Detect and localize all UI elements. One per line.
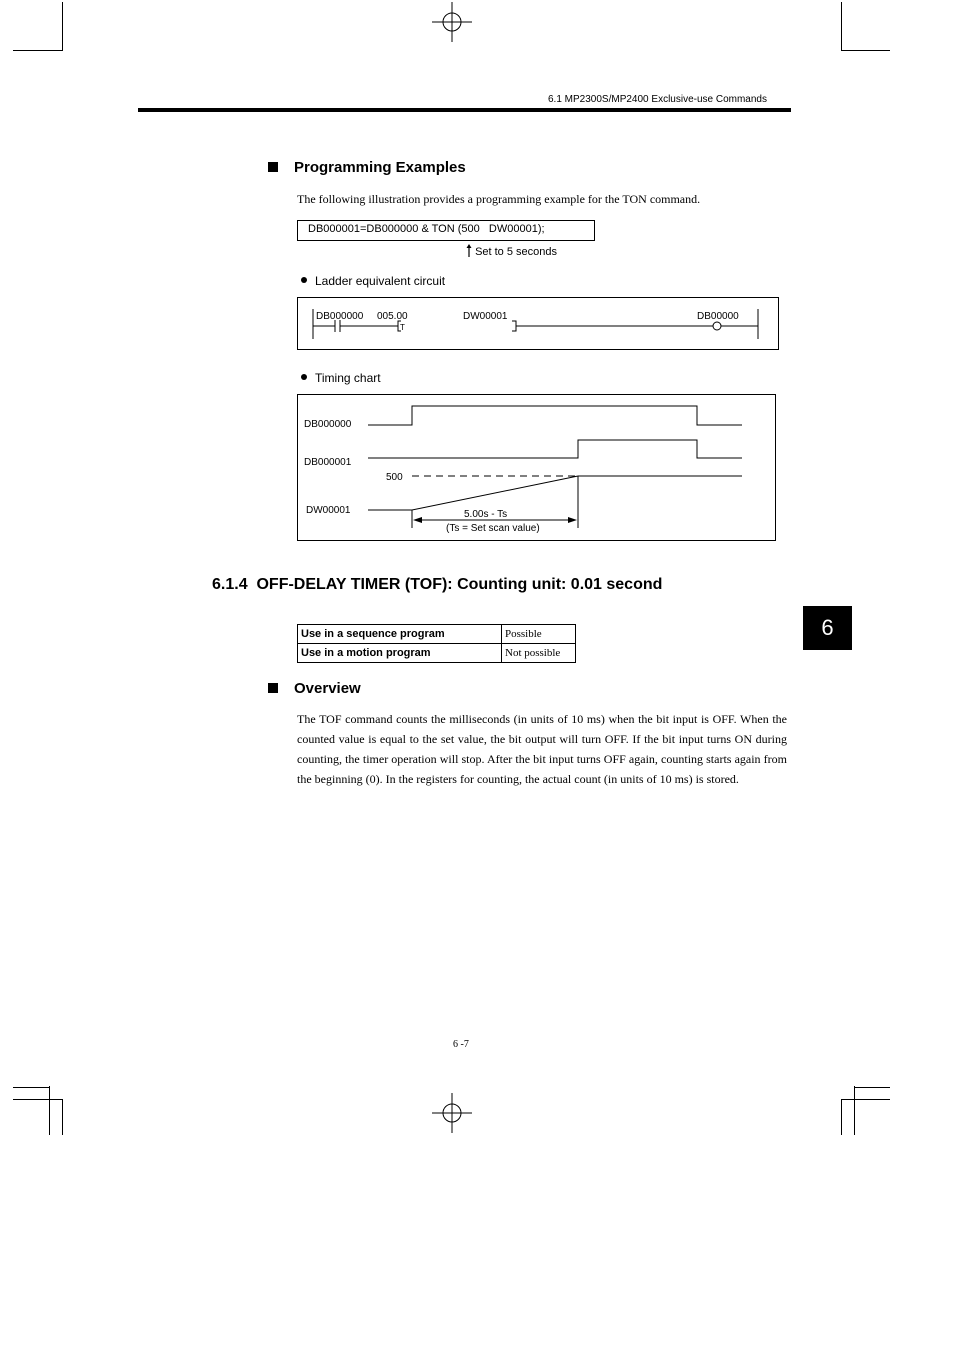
ladder-svg [298, 298, 778, 349]
ladder-diagram [297, 297, 779, 350]
timing-duration-label: 5.00s - Ts [464, 509, 508, 520]
timing-bullet [301, 371, 381, 385]
header-rule [138, 108, 791, 112]
up-arrow-icon [466, 244, 472, 257]
timing-chart [297, 394, 776, 541]
page-number: 6 -7 [453, 1039, 469, 1050]
ladder-contact-label: DB000000 [316, 311, 364, 322]
bullet-dot-icon [301, 374, 307, 380]
ladder-coil-label: DB00000 [697, 311, 739, 322]
table-cell-label: Use in a motion program [298, 644, 502, 663]
table-row [298, 625, 576, 644]
usage-table [297, 624, 576, 663]
timing-signal-2: DB000001 [304, 457, 352, 468]
table-cell-value: Not possible [502, 644, 576, 663]
timing-set-value: 500 [386, 472, 403, 483]
chapter-tab: 6 [803, 606, 852, 650]
code-box [297, 220, 595, 241]
overview-text: The TOF command counts the milliseconds (in units of 10 ms) when the bit input is OFF. When the counted value is equal to the set value, the bit output will turn OFF. If the bit input turns ON during counting, the timer operation will stop. After the bit input turns OFF again, counting starts again from the beginning (0). In the registers for counting, the actual count (in units of 10 ms) is stored. [297, 712, 787, 786]
running-header: 6.1 MP2300S/MP2400 Exclusive-use Commands [548, 94, 767, 105]
timing-bullet-text: Timing chart [315, 371, 381, 385]
programming-intro: The following illustration provides a programming example for the TON command. [297, 192, 701, 206]
overview-heading [268, 680, 361, 697]
section-title: 6.1.4 OFF-DELAY TIMER (TOF): Counting unit: 0.01 second [212, 576, 663, 593]
ladder-bullet [301, 274, 445, 288]
code-note [466, 244, 557, 258]
programming-examples-heading [268, 159, 466, 176]
timing-signal-3: DW00001 [306, 505, 351, 516]
overview-title: Overview [294, 680, 361, 697]
table-row [298, 644, 576, 663]
code-text: DB000001=DB000000 & TON (500 DW00001); [308, 223, 545, 235]
timing-signal-1: DB000000 [304, 419, 352, 430]
registration-mark-top [432, 2, 472, 42]
timing-svg [298, 395, 775, 540]
table-cell-label: Use in a sequence program [298, 625, 502, 644]
square-bullet-icon [268, 162, 278, 172]
ladder-bullet-text: Ladder equivalent circuit [315, 274, 446, 288]
square-bullet-icon [268, 683, 278, 693]
ladder-timer-value: 005.00 [377, 311, 408, 322]
timing-duration-note: (Ts = Set scan value) [446, 523, 540, 534]
table-cell-value: Possible [502, 625, 576, 644]
programming-examples-title: Programming Examples [294, 159, 466, 176]
registration-mark-bottom [432, 1093, 472, 1133]
bullet-dot-icon [301, 277, 307, 283]
ladder-timer-mark: T [400, 323, 405, 332]
ladder-register-label: DW00001 [463, 311, 508, 322]
code-note-text: Set to 5 seconds [475, 246, 558, 258]
